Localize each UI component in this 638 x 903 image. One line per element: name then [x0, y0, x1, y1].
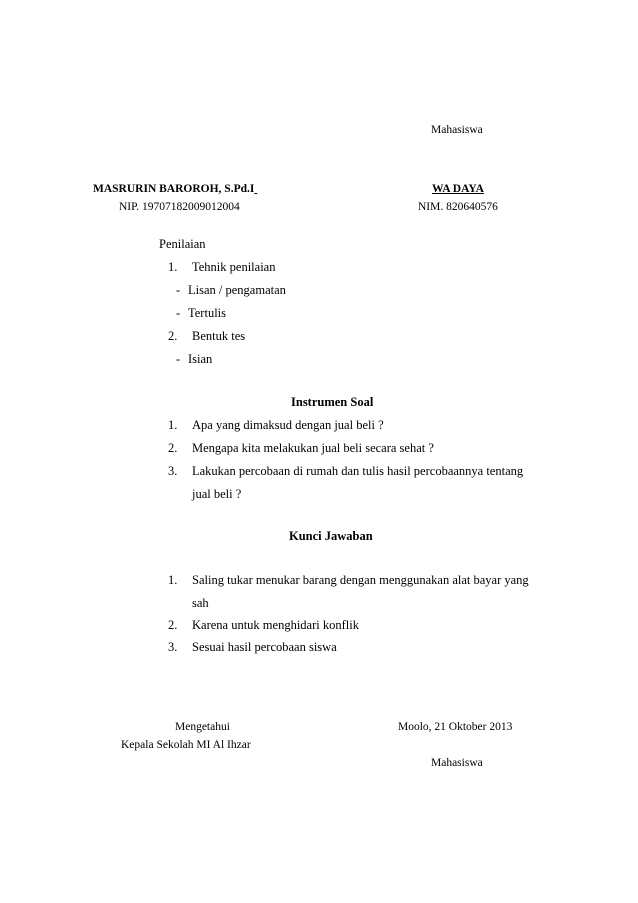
student-name: WA DAYA [432, 183, 484, 195]
student-nim: NIM. 820640576 [418, 201, 498, 213]
place-date: Moolo, 21 Oktober 2013 [398, 721, 513, 733]
kunci-heading: Kunci Jawaban [289, 529, 373, 543]
list-number: 3. [168, 464, 178, 478]
list-item [176, 353, 212, 366]
list-text: Lisan / pengamatan [188, 283, 286, 297]
list-text: Saling tukar menukar barang dengan menggunakan alat bayar yang [192, 573, 529, 587]
list-number: 1. [168, 418, 178, 432]
list-item [168, 465, 523, 478]
list-text: Tehnik penilaian [192, 260, 276, 274]
list-item [176, 284, 286, 297]
list-text: Mengapa kita melakukan jual beli secara sehat ? [192, 441, 434, 455]
mahasiswa-label-top: Mahasiswa [431, 124, 483, 136]
list-item [168, 574, 529, 587]
list-item [168, 442, 434, 455]
list-dash: - [176, 283, 181, 297]
list-item-continuation: sah [192, 596, 209, 610]
penilaian-heading: Penilaian [159, 237, 206, 251]
list-item-continuation: jual beli ? [192, 487, 242, 501]
list-item [168, 330, 245, 343]
list-item [168, 261, 275, 274]
list-number: 2. [168, 441, 178, 455]
list-number: 1. [168, 260, 178, 274]
list-number: 1. [168, 573, 178, 587]
list-item [168, 619, 359, 632]
list-text: Karena untuk menghidari konflik [192, 618, 359, 632]
teacher-name-underline [254, 184, 276, 196]
list-text: Tertulis [188, 306, 227, 320]
list-item [176, 307, 226, 320]
teacher-nip: NIP. 19707182009012004 [119, 201, 240, 213]
list-number: 2. [168, 329, 178, 343]
teacher-name-text: MASRURIN BAROROH, S.Pd.I [93, 183, 255, 195]
instrumen-heading: Instrumen Soal [291, 395, 374, 409]
list-number: 3. [168, 640, 178, 654]
list-dash: - [176, 352, 181, 366]
list-text: Lakukan percobaan di rumah dan tulis hasil percobaannya tentang [192, 464, 524, 478]
mengetahui-label: Mengetahui [175, 721, 230, 733]
list-item [168, 641, 337, 654]
list-text: Sesuai hasil percobaan siswa [192, 640, 337, 654]
list-text: Apa yang dimaksud dengan jual beli ? [192, 418, 384, 432]
teacher-name [93, 184, 276, 196]
list-item [168, 419, 384, 432]
list-number: 2. [168, 618, 178, 632]
kepala-sekolah-label: Kepala Sekolah MI Al Ihzar [121, 739, 251, 751]
list-text: Isian [188, 352, 213, 366]
mahasiswa-label-bottom: Mahasiswa [431, 757, 483, 769]
list-dash: - [176, 306, 181, 320]
list-text: Bentuk tes [192, 329, 246, 343]
